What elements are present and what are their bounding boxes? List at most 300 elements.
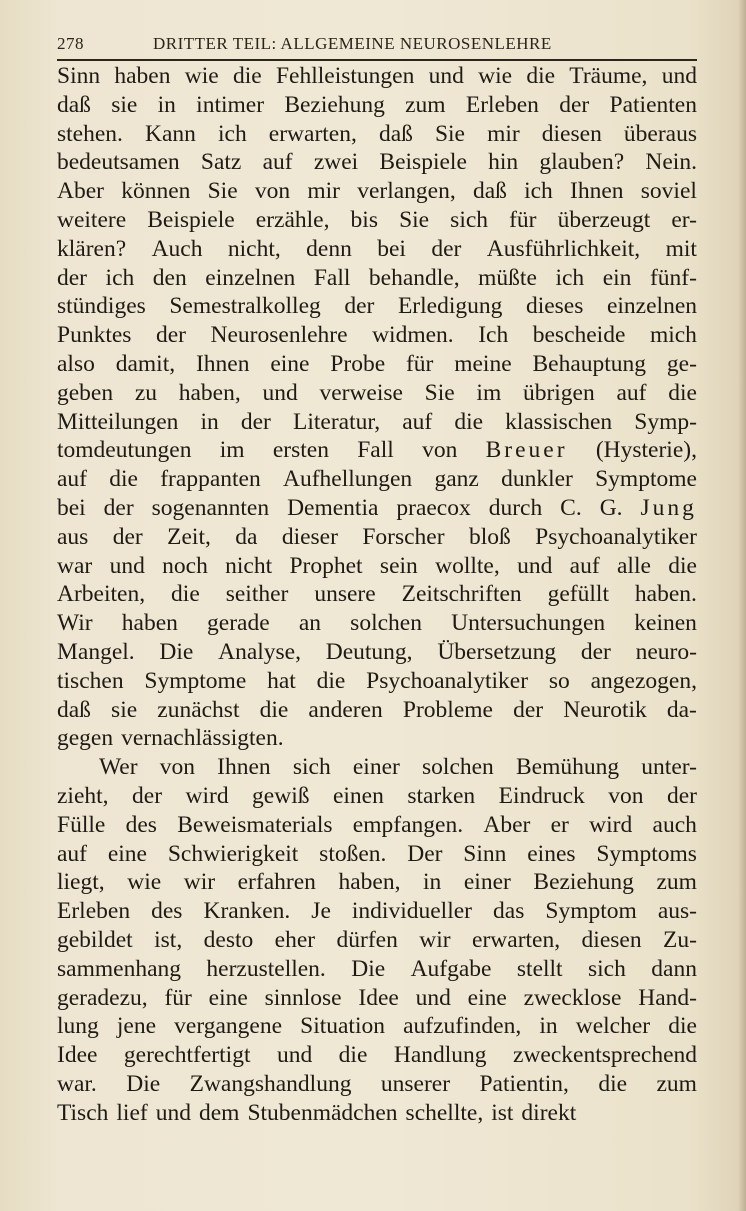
text-line: [57, 753, 697, 782]
text-line: [57, 1041, 697, 1070]
word: sein: [379, 552, 418, 579]
word: desto: [203, 926, 254, 953]
word: Beziehung: [284, 91, 385, 118]
word: Symptome: [144, 667, 247, 694]
word: Patienten: [609, 91, 697, 118]
word: den: [152, 264, 187, 291]
word: wir: [419, 926, 451, 953]
word: Tisch: [57, 1099, 109, 1126]
word: wird: [185, 782, 229, 809]
word: im: [219, 437, 245, 464]
word: Symptom: [545, 898, 637, 925]
word: und: [276, 1042, 313, 1069]
word: bedeutsamen: [57, 149, 180, 176]
word: diesen: [581, 926, 642, 953]
word: die: [232, 63, 262, 89]
word: Psychoanalytiker: [366, 667, 529, 694]
word: die: [668, 379, 697, 406]
word: er: [550, 811, 569, 838]
word: in: [157, 91, 176, 118]
word: Dementia: [287, 494, 379, 521]
word: überaus: [623, 120, 697, 147]
word: Zu-: [663, 926, 697, 953]
text-line: [57, 177, 697, 206]
word: Handlung: [393, 1042, 487, 1069]
word: auch: [652, 811, 697, 838]
text-line: [57, 292, 697, 321]
word: für: [509, 206, 537, 233]
text-line: [57, 523, 697, 552]
word: erwarten,: [472, 926, 561, 953]
word: damit,: [115, 350, 176, 377]
word: daß: [472, 178, 507, 205]
word: Situation: [300, 1013, 385, 1040]
word: Aber: [57, 178, 104, 205]
word: Satz: [200, 149, 242, 176]
text-line: [57, 1070, 697, 1099]
word: starken: [407, 782, 476, 809]
word: klassischen: [505, 408, 613, 435]
word: mit: [665, 235, 697, 262]
page-number: 278: [57, 34, 84, 53]
word: die: [171, 581, 200, 608]
word: Die: [126, 1070, 161, 1097]
word: Symptome: [595, 466, 697, 493]
word: auf: [262, 149, 293, 176]
word: Beispiele: [147, 206, 235, 233]
word: Erleben: [57, 898, 131, 925]
word: ganz: [434, 466, 479, 493]
word: dieses: [525, 293, 584, 320]
word: bei: [57, 494, 86, 521]
word: er-: [671, 206, 697, 233]
word: Je: [311, 898, 331, 925]
text-line: [57, 235, 697, 264]
word: Nein.: [645, 149, 697, 176]
word: ersten: [272, 437, 329, 464]
word: unsere: [314, 581, 376, 608]
text-line: [57, 984, 697, 1013]
word: Fehlleistungen: [275, 63, 415, 89]
word: Kranken.: [203, 898, 291, 925]
word: so: [548, 667, 570, 694]
text-line: [57, 696, 697, 725]
word: gefüllt: [547, 581, 609, 608]
word: Aber: [483, 811, 531, 838]
word: hat: [267, 667, 296, 694]
word: Wir: [57, 610, 93, 637]
word: verweise: [319, 379, 403, 406]
word: sich: [450, 206, 489, 233]
word: sammenhang: [57, 955, 181, 982]
text-line: [57, 120, 697, 149]
word: übrigen: [522, 379, 595, 406]
word: frappanten: [160, 466, 261, 493]
word: der: [112, 523, 143, 550]
word: wie: [127, 869, 162, 896]
word: Der: [407, 840, 443, 867]
running-head: [57, 34, 697, 56]
word: eine: [107, 840, 147, 867]
word: und: [262, 379, 298, 406]
word: für: [164, 984, 192, 1011]
word: Untersuchungen: [451, 610, 606, 637]
word: tomdeutungen: [57, 437, 192, 464]
word: vernachlässigten.: [121, 725, 284, 752]
word: Mitteilungen: [57, 408, 179, 435]
word: einer: [352, 754, 400, 781]
word: dürfen: [336, 926, 398, 953]
word: neuro-: [635, 638, 697, 665]
word: Symptoms: [596, 840, 697, 867]
word: der: [155, 322, 186, 349]
word: Auch: [151, 235, 203, 262]
text-line: [57, 148, 697, 177]
word: sie: [111, 696, 138, 723]
word: das: [493, 898, 525, 925]
word: lief: [116, 1099, 148, 1126]
word: Eindruck: [498, 782, 585, 809]
word: auf: [616, 379, 647, 406]
text-line: [57, 552, 697, 581]
word: keinen: [634, 610, 697, 637]
word: Neurotik: [563, 696, 647, 723]
word: vergangene: [174, 1013, 283, 1040]
word: G.: [599, 494, 623, 521]
word: solchen: [422, 754, 494, 781]
word: sich: [588, 955, 626, 982]
word: erzähle,: [255, 206, 330, 233]
word: die: [668, 1013, 697, 1040]
word: stoßen.: [319, 840, 387, 867]
word: aus-: [657, 898, 697, 925]
word: da: [235, 523, 258, 550]
text-line: [57, 350, 697, 379]
word: Bemühung: [515, 754, 620, 781]
word: Beweismaterials: [177, 811, 333, 838]
word: und: [517, 552, 553, 579]
word: Aufgabe: [410, 955, 492, 982]
word: Behauptung: [532, 350, 647, 377]
word: von: [422, 437, 458, 464]
word: angezogen,: [590, 667, 697, 694]
text-line: [57, 580, 697, 609]
word: praecox: [396, 494, 471, 521]
word: zum: [405, 91, 446, 118]
word: unserer: [380, 1070, 451, 1097]
word: gewiß: [252, 782, 310, 809]
word: haben.: [634, 581, 697, 608]
word: bei: [377, 235, 406, 262]
word: haben: [114, 63, 171, 89]
word: zunächst: [157, 696, 240, 723]
word: Jung: [640, 494, 697, 521]
word: von: [608, 782, 644, 809]
word: auf: [569, 552, 600, 579]
word: einzelnen: [606, 293, 697, 320]
word: da-: [666, 696, 697, 723]
word: mir: [487, 120, 520, 147]
word: sie: [111, 91, 138, 118]
word: diesen: [541, 120, 602, 147]
word: die: [338, 1042, 368, 1069]
word: ich: [217, 120, 247, 147]
word: eher: [274, 926, 316, 953]
word: in: [539, 1013, 558, 1040]
word: Idee: [358, 984, 399, 1011]
word: Ihnen: [217, 754, 271, 781]
word: des: [125, 811, 157, 838]
text-line: [57, 926, 697, 955]
word: zieht,: [57, 782, 109, 809]
word: von: [159, 754, 195, 781]
word: haben,: [178, 379, 241, 406]
word: bis: [350, 206, 378, 233]
word: dieser: [281, 523, 338, 550]
word: der: [431, 235, 462, 262]
text-line: [57, 264, 697, 293]
word: Probleme: [402, 696, 493, 723]
word: Stubenmädchen: [247, 1099, 398, 1126]
word: und: [109, 552, 145, 579]
text-line: [57, 868, 697, 897]
text-line: [57, 782, 697, 811]
word: Sinn: [463, 840, 507, 867]
word: wollte,: [435, 552, 500, 579]
word: einer: [463, 869, 511, 896]
word: gerade: [207, 610, 270, 637]
text-line: [57, 494, 697, 523]
word: hin: [488, 149, 519, 176]
word: der: [559, 91, 590, 118]
word: daß: [57, 91, 91, 118]
word: Ich: [478, 322, 509, 349]
word: im: [476, 379, 502, 406]
word: ist: [491, 1099, 514, 1126]
word: Zeit,: [167, 523, 211, 550]
word: haben: [121, 610, 178, 637]
word: an: [298, 610, 322, 637]
word: widmen.: [372, 322, 454, 349]
word: wie: [478, 63, 513, 89]
word: ist,: [154, 926, 183, 953]
word: Ausführlichkeit,: [486, 235, 641, 262]
text-line: [57, 840, 697, 869]
word: unter-: [641, 754, 697, 781]
word: durch: [488, 494, 543, 521]
word: und: [661, 63, 697, 89]
text-line: [57, 436, 697, 465]
word: mir: [307, 178, 340, 205]
word: mich: [649, 322, 697, 349]
word: die: [454, 408, 484, 435]
text-line: [57, 724, 697, 753]
word: sogenannten: [151, 494, 270, 521]
word: und: [428, 63, 464, 89]
word: tischen: [57, 667, 124, 694]
word: Schwierigkeit: [167, 840, 299, 867]
word: Breuer: [485, 437, 568, 464]
word: der: [240, 408, 271, 435]
word: war.: [57, 1070, 97, 1097]
word: direkt: [521, 1099, 577, 1126]
word: der: [666, 782, 697, 809]
word: können: [121, 178, 191, 205]
word: zu: [134, 379, 158, 406]
word: Probe: [330, 350, 386, 377]
word: der: [344, 293, 375, 320]
text-line: [57, 321, 697, 350]
word: verlangen,: [357, 178, 456, 205]
word: bloß: [468, 523, 511, 550]
word: auf: [57, 466, 88, 493]
word: empfangen.: [352, 811, 464, 838]
word: überzeugt: [557, 206, 651, 233]
word: daß: [378, 120, 413, 147]
word: stündiges: [57, 293, 146, 320]
word: Sie: [434, 120, 465, 147]
word: geben: [57, 379, 114, 406]
word: weitere: [57, 206, 127, 233]
word: also: [57, 350, 95, 377]
text-line: [57, 1012, 697, 1041]
word: denn: [306, 235, 352, 262]
word: behandle,: [368, 264, 460, 291]
word: zweckentsprechend: [513, 1042, 697, 1069]
word: war: [57, 552, 93, 579]
word: Sie: [207, 178, 238, 205]
word: Die: [159, 638, 194, 665]
word: Semestralkolleg: [169, 293, 321, 320]
word: der: [580, 638, 611, 665]
text-line: [57, 62, 697, 91]
word: seither: [225, 581, 289, 608]
word: zwei: [313, 149, 359, 176]
word: Beispiele: [379, 149, 467, 176]
word: glauben?: [539, 149, 625, 176]
text-line: [57, 465, 697, 494]
word: erwarten,: [268, 120, 357, 147]
word: Träume,: [569, 63, 648, 89]
word: zum: [656, 1070, 697, 1097]
word: dann: [651, 955, 697, 982]
word: Idee: [57, 1042, 98, 1069]
word: auf: [402, 408, 433, 435]
word: Beziehung: [533, 869, 634, 896]
word: Zeitschriften: [401, 581, 522, 608]
text-line: [57, 609, 697, 638]
word: intimer: [196, 91, 265, 118]
text-line: [57, 379, 697, 408]
word: fünf-: [649, 264, 697, 291]
word: herzustellen.: [206, 955, 326, 982]
word: Forscher: [362, 523, 445, 550]
word: der: [57, 264, 88, 291]
word: geradezu,: [57, 984, 148, 1011]
text-line: [57, 955, 697, 984]
word: sinnlose: [264, 984, 342, 1011]
text-line: [57, 1099, 697, 1128]
word: Fülle: [57, 811, 106, 838]
word: die: [526, 63, 556, 89]
word: gegen: [57, 725, 114, 752]
word: und: [155, 1099, 191, 1126]
word: jene: [116, 1013, 157, 1040]
word: Erledigung: [397, 293, 503, 320]
word: soviel: [640, 178, 697, 205]
word: Fall: [313, 264, 351, 291]
word: aus: [57, 523, 89, 550]
word: ich: [524, 178, 553, 205]
word: liegt,: [57, 869, 105, 896]
word: auf: [57, 840, 88, 867]
word: Zwangshandlung: [189, 1070, 352, 1097]
word: Deutung,: [325, 638, 413, 665]
header-rule: [57, 59, 697, 61]
word: dunkler: [501, 466, 573, 493]
word: Punktes: [57, 322, 132, 349]
word: ge-: [666, 350, 697, 377]
word: klären?: [57, 235, 127, 262]
word: eine: [467, 984, 507, 1011]
word: ich: [555, 264, 585, 291]
word: schellte,: [405, 1099, 484, 1126]
word: individueller: [351, 898, 472, 925]
word: die: [259, 696, 289, 723]
word: wird: [589, 811, 633, 838]
page-edge-shadow: [738, 0, 746, 1211]
word: aufzufinden,: [403, 1013, 522, 1040]
word: lung: [57, 1013, 99, 1040]
word: Mangel.: [57, 638, 135, 665]
word: die: [598, 1070, 628, 1097]
word: Patientin,: [479, 1070, 569, 1097]
word: Prophet: [289, 552, 363, 579]
word: der: [132, 782, 163, 809]
word: Literatur,: [292, 408, 381, 435]
word: Übersetzung: [437, 638, 557, 665]
running-head-title: DRITTER TEIL: ALLGEMEINE NEUROSENLEHRE: [153, 34, 552, 53]
word: die: [668, 552, 697, 579]
word: eines: [527, 840, 576, 867]
word: des: [151, 898, 183, 925]
word: eine: [208, 984, 248, 1011]
word: anderen: [308, 696, 383, 723]
word: Symp-: [634, 408, 697, 435]
word: wie: [184, 63, 219, 89]
word: in: [200, 408, 219, 435]
text-line: [57, 811, 697, 840]
word: der: [513, 696, 544, 723]
word: die: [316, 667, 346, 694]
word: nicht,: [227, 235, 281, 262]
word: ich: [105, 264, 135, 291]
word: eine: [270, 350, 310, 377]
word: haben,: [338, 869, 401, 896]
word: Wer: [99, 754, 138, 781]
word: Neurosenlehre: [210, 322, 348, 349]
word: zwecklose: [523, 984, 622, 1011]
word: von: [254, 178, 291, 205]
text-line: [57, 897, 697, 926]
word: in: [423, 869, 442, 896]
word: der: [103, 494, 134, 521]
body-text: [57, 62, 697, 1127]
word: C.: [560, 494, 582, 521]
text-line: [57, 206, 697, 235]
word: Arbeiten,: [57, 581, 146, 608]
word: nicht: [225, 552, 273, 579]
